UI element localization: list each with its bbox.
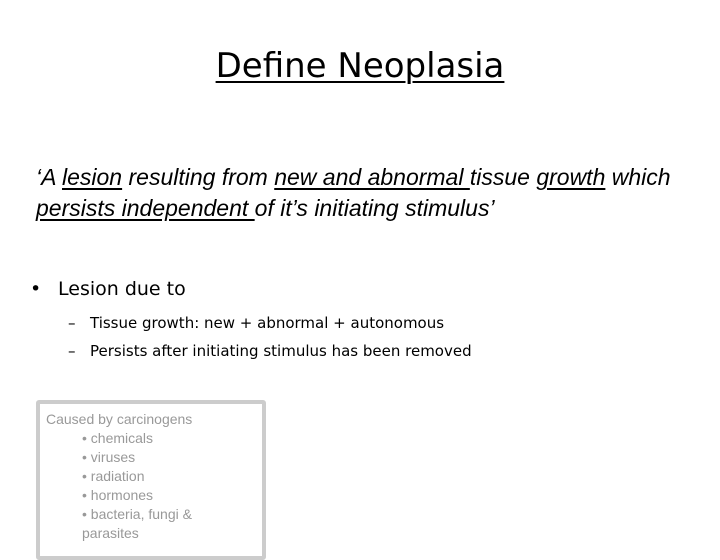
bullet-marker: •	[30, 278, 42, 300]
quote-resulting: resulting from	[122, 164, 275, 190]
quote-of-initiating: of it’s initiating stimulus’	[254, 195, 495, 221]
callout-item: • viruses	[82, 449, 136, 465]
callout-item: • hormones	[82, 487, 154, 503]
slide-title-text: Define Neoplasia	[215, 46, 505, 86]
dash-marker: –	[68, 314, 76, 332]
callout-item: • radiation	[82, 468, 145, 484]
term-lesion: lesion	[62, 164, 123, 190]
quote-which: which	[605, 164, 671, 190]
quote-open: ‘A	[36, 164, 62, 190]
sub-bullet-text: Persists after initiating stimulus has been removed	[90, 342, 472, 360]
bullet-lesion	[30, 276, 186, 302]
quote-tissue: tissue	[469, 164, 537, 190]
callout-item: • chemicals	[82, 430, 154, 446]
definition-quote	[36, 162, 676, 224]
term-persists-independent: persists independent	[36, 195, 255, 221]
callout-title: Caused by carcinogens	[46, 411, 193, 427]
callout-list	[82, 429, 232, 543]
bullet-text: Lesion due to	[58, 278, 186, 300]
callout-item: • bacteria, fungi & parasites	[82, 506, 192, 541]
sub-bullet-text: Tissue growth: new + abnormal + autonomous	[90, 314, 445, 332]
term-growth: growth	[536, 164, 606, 190]
term-new-abnormal: new and abnormal	[274, 164, 470, 190]
sub-bullet-item	[68, 309, 472, 337]
sub-bullet-item	[68, 337, 472, 365]
sub-bullet-list	[68, 309, 472, 365]
dash-marker: –	[68, 342, 76, 360]
slide-title	[0, 42, 720, 90]
carcinogens-callout-box	[36, 400, 266, 560]
